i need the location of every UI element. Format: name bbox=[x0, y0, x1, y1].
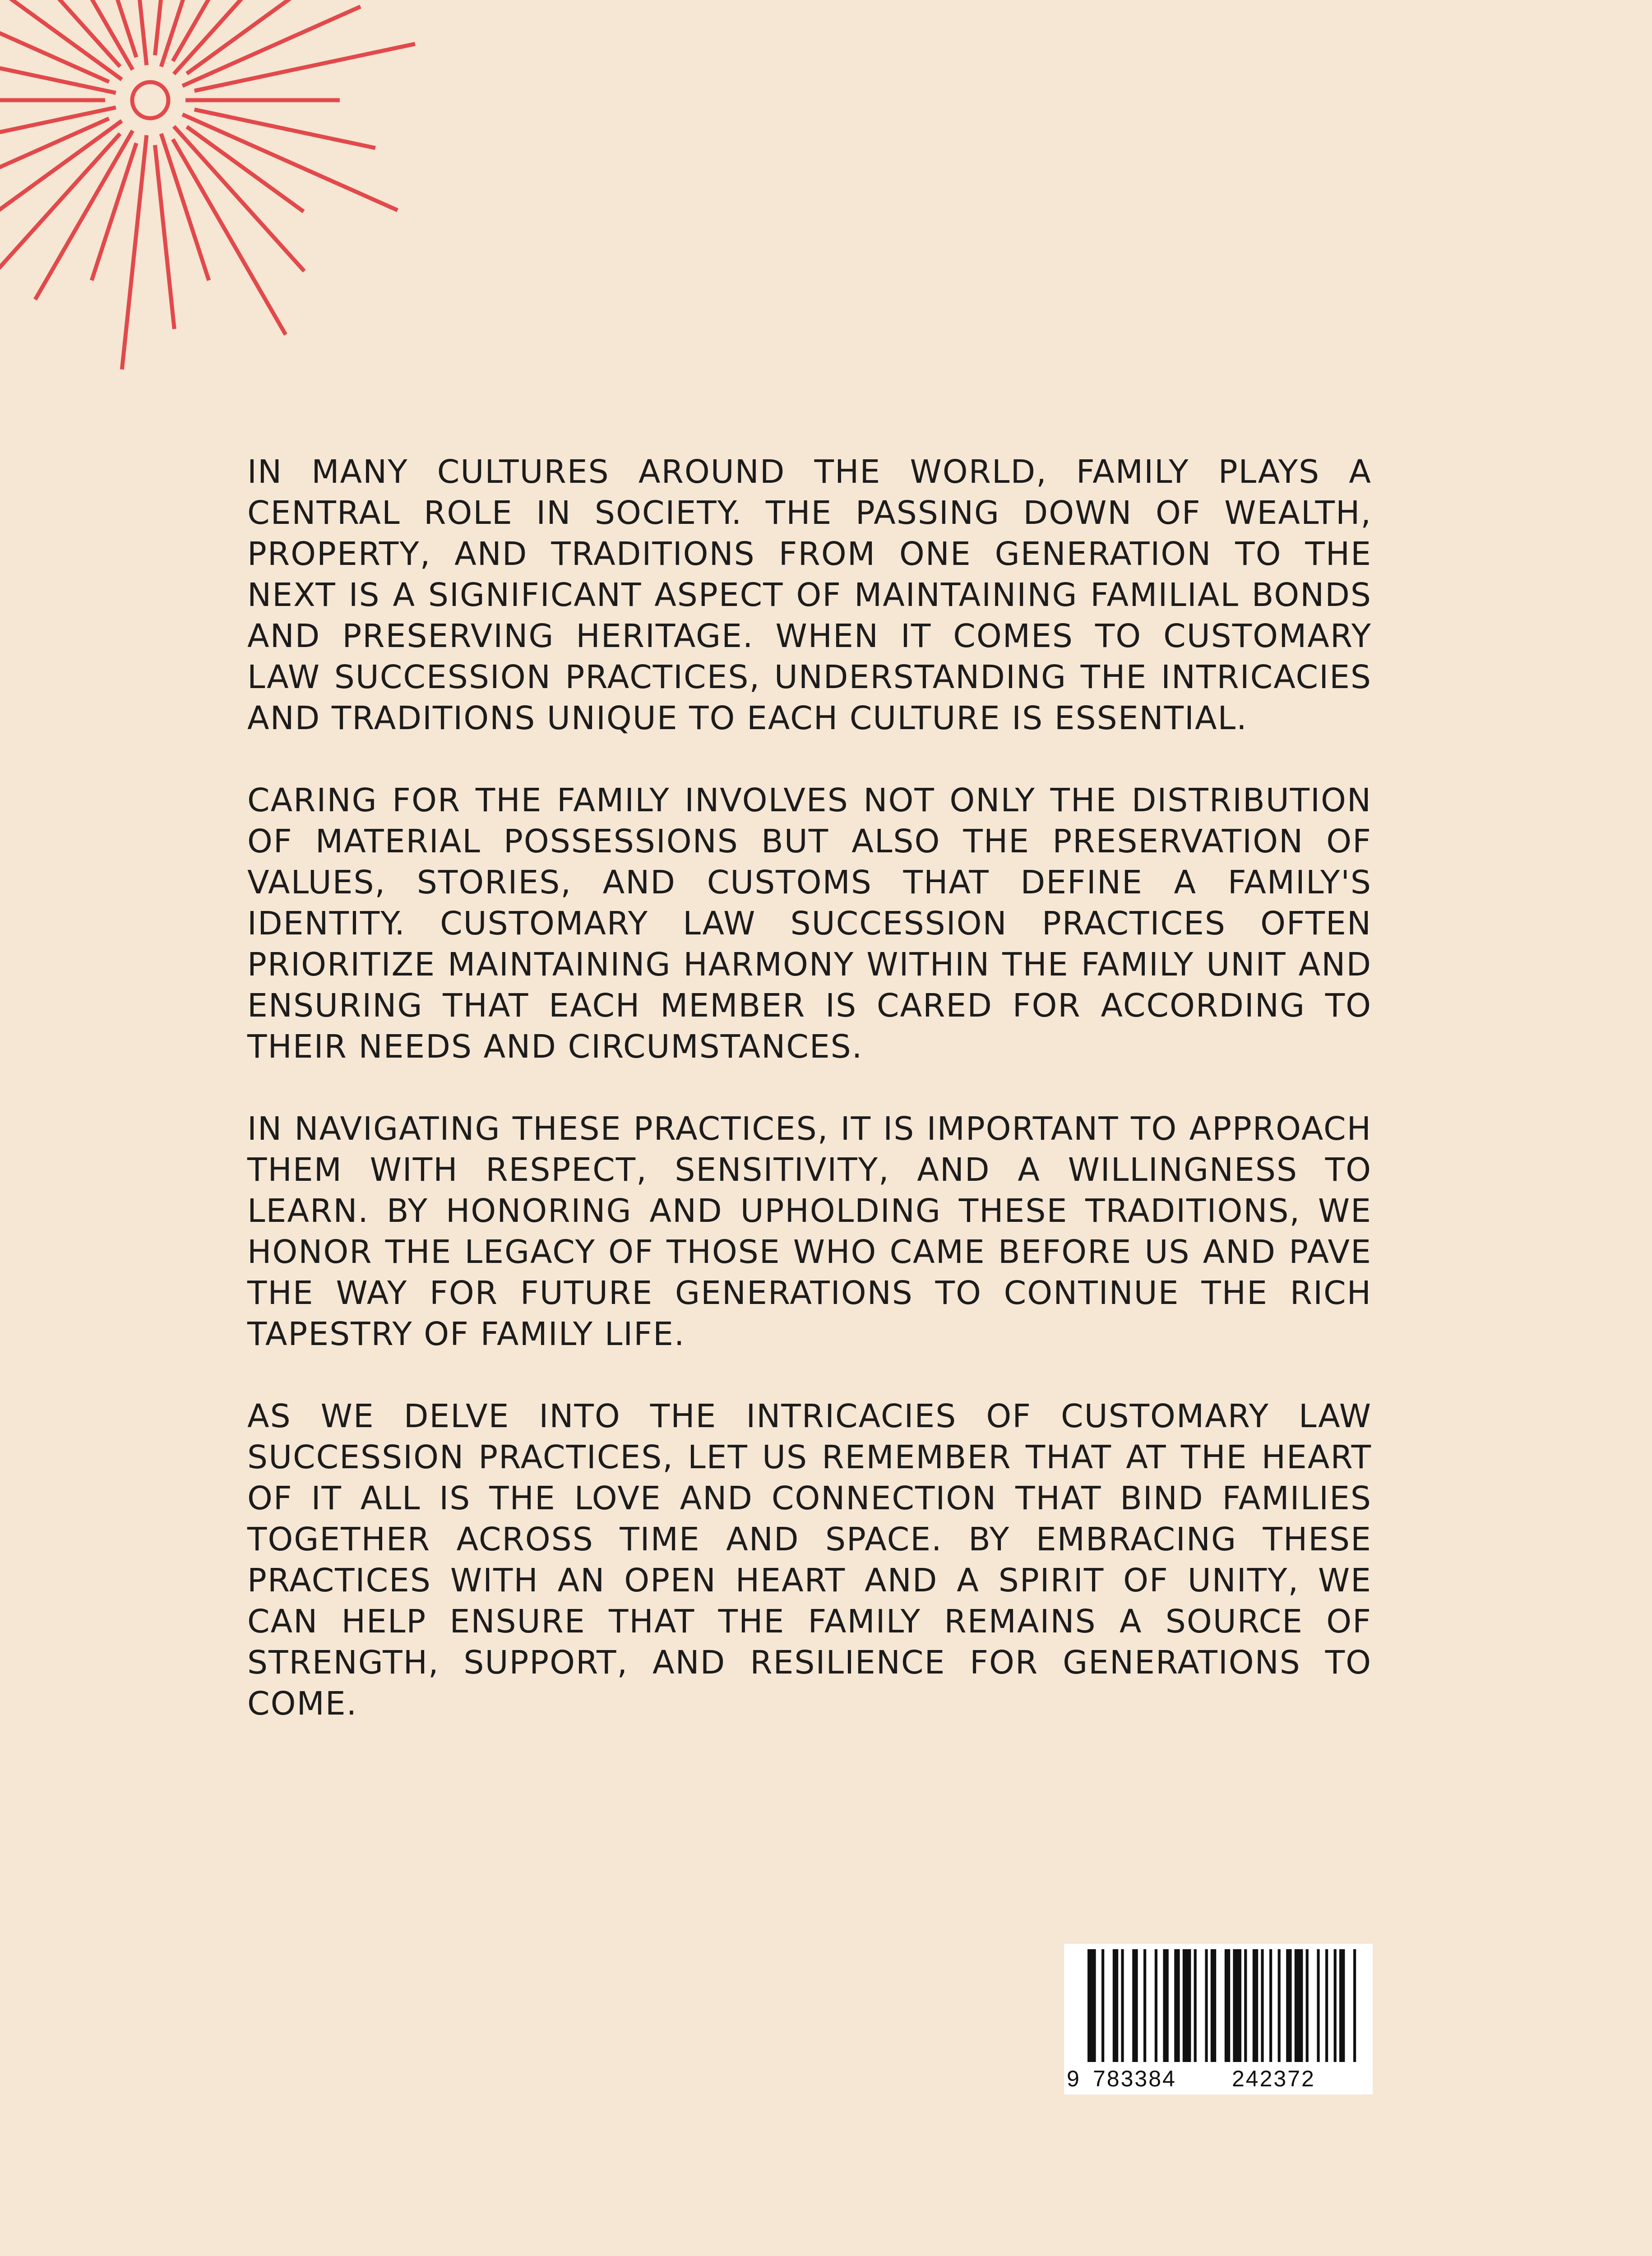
barcode-bar bbox=[1101, 1949, 1104, 2062]
back-cover-text bbox=[247, 451, 1372, 1724]
barcode-bar bbox=[1174, 1949, 1180, 2062]
barcode-bar bbox=[1211, 1949, 1216, 2062]
sunburst-ray bbox=[187, 0, 304, 74]
barcode-right-digits: 242372 bbox=[1232, 2066, 1315, 2091]
paragraph-2: CARING FOR THE FAMILY INVOLVES NOT ONLY THE DISTRIBUTION OF MATERIAL POSSESSIONS BUT ALSO THE PRESERVATION OF VALUES, STORIES, AND CUSTOMS THAT DEFINE A FAMILY'S IDENTITY. CUSTOMARY LAW SUCCESSION PRACTICES OFTEN PRIORITIZE MAINTAINING HARMONY WITHIN THE FAMILY UNIT AND ENSURING THAT EACH MEMBER IS CARED FOR ACCORDING TO THEIR NEEDS AND CIRCUMSTANCES. bbox=[247, 781, 1372, 1065]
sunburst-ray bbox=[187, 127, 304, 212]
sunburst-ray bbox=[0, 0, 109, 82]
sunburst-center bbox=[132, 82, 168, 118]
paragraph-1: IN MANY CULTURES AROUND THE WORLD, FAMILY PLAYS A CENTRAL ROLE IN SOCIETY. THE PASSING DOWN OF WEALTH, PROPERTY, AND TRADITIONS FROM ONE GENERATION TO THE NEXT IS A SIGNIFICANT ASPECT OF MAINTAINING FAMILIAL BONDS AND PRESERVING HERITAGE. WHEN IT COMES TO CUSTOMARY LAW SUCCESSION PRACTICES, UNDERSTANDING THE INTRICACIES AND TRADITIONS UNIQUE TO EACH CULTURE IS ESSENTIAL. bbox=[247, 453, 1372, 737]
barcode-lead-digit: 9 bbox=[1067, 2066, 1079, 2091]
sunburst-ray bbox=[35, 131, 133, 300]
sunburst-ray bbox=[0, 107, 116, 157]
barcode-icon bbox=[1064, 1944, 1373, 2066]
barcode-bar bbox=[1269, 1949, 1272, 2062]
barcode-bar bbox=[1286, 1949, 1291, 2062]
barcode-bar bbox=[1244, 1949, 1247, 2062]
barcode-bar bbox=[1306, 1949, 1309, 2062]
barcode-bar bbox=[1353, 1949, 1356, 2062]
barcode-bar bbox=[1317, 1949, 1319, 2062]
sunburst-ray bbox=[174, 0, 331, 74]
barcode-bar bbox=[1325, 1949, 1328, 2062]
barcode-bar bbox=[1261, 1949, 1263, 2062]
barcode-bar bbox=[1295, 1949, 1303, 2062]
barcode-bar bbox=[1278, 1949, 1281, 2062]
barcode-bar bbox=[1143, 1949, 1146, 2062]
barcode-bar bbox=[1163, 1949, 1168, 2062]
barcode-bar bbox=[1253, 1949, 1258, 2062]
barcode-bar bbox=[1339, 1949, 1345, 2062]
barcode-bar bbox=[1121, 1949, 1124, 2062]
barcode-bar bbox=[1205, 1949, 1208, 2062]
sunburst-icon bbox=[0, 0, 496, 442]
paragraph-3: IN NAVIGATING THESE PRACTICES, IT IS IMPORTANT TO APPROACH THEM WITH RESPECT, SENSITIVITY, AND A WILLINGNESS TO LEARN. BY HONORING AND UPHOLDING THESE TRADITIONS, WE HONOR THE LEGACY OF THOSE WHO CAME BEFORE US AND PAVE THE WAY FOR FUTURE GENERATIONS TO CONTINUE THE RICH TAPESTRY OF FAMILY LIFE. bbox=[247, 1110, 1372, 1353]
barcode bbox=[1064, 1944, 1373, 2094]
sunburst-ray bbox=[155, 145, 175, 329]
sunburst-ray bbox=[194, 110, 375, 148]
barcode-bar bbox=[1132, 1949, 1138, 2062]
barcode-bar bbox=[1233, 1949, 1241, 2062]
barcode-bar bbox=[1155, 1949, 1157, 2062]
paragraph-4: AS WE DELVE INTO THE INTRICACIES OF CUSTOMARY LAW SUCCESSION PRACTICES, LET US REMEMBER THAT AT THE HEART OF IT ALL IS THE LOVE AND CONNECTION THAT BIND FAMILIES TOGETHER ACROSS TIME AND SPACE. BY EMBRACING THESE PRACTICES WITH AN OPEN HEART AND A SPIRIT OF UNITY, WE CAN HELP ENSURE THAT THE FAMILY REMAINS A SOURCE OF STRENGTH, SUPPORT, AND RESILIENCE FOR GENERATIONS TO COME. bbox=[247, 1397, 1372, 1722]
barcode-bar bbox=[1194, 1949, 1197, 2062]
barcode-bar bbox=[1334, 1949, 1337, 2062]
barcode-bar bbox=[1113, 1949, 1118, 2062]
barcode-bar bbox=[1183, 1949, 1191, 2062]
barcode-bar bbox=[1087, 1949, 1096, 2062]
sunburst-ray bbox=[173, 139, 286, 335]
barcode-left-digits: 783384 bbox=[1093, 2066, 1176, 2091]
barcode-bar bbox=[1225, 1949, 1230, 2062]
barcode-number bbox=[1064, 2065, 1373, 2093]
